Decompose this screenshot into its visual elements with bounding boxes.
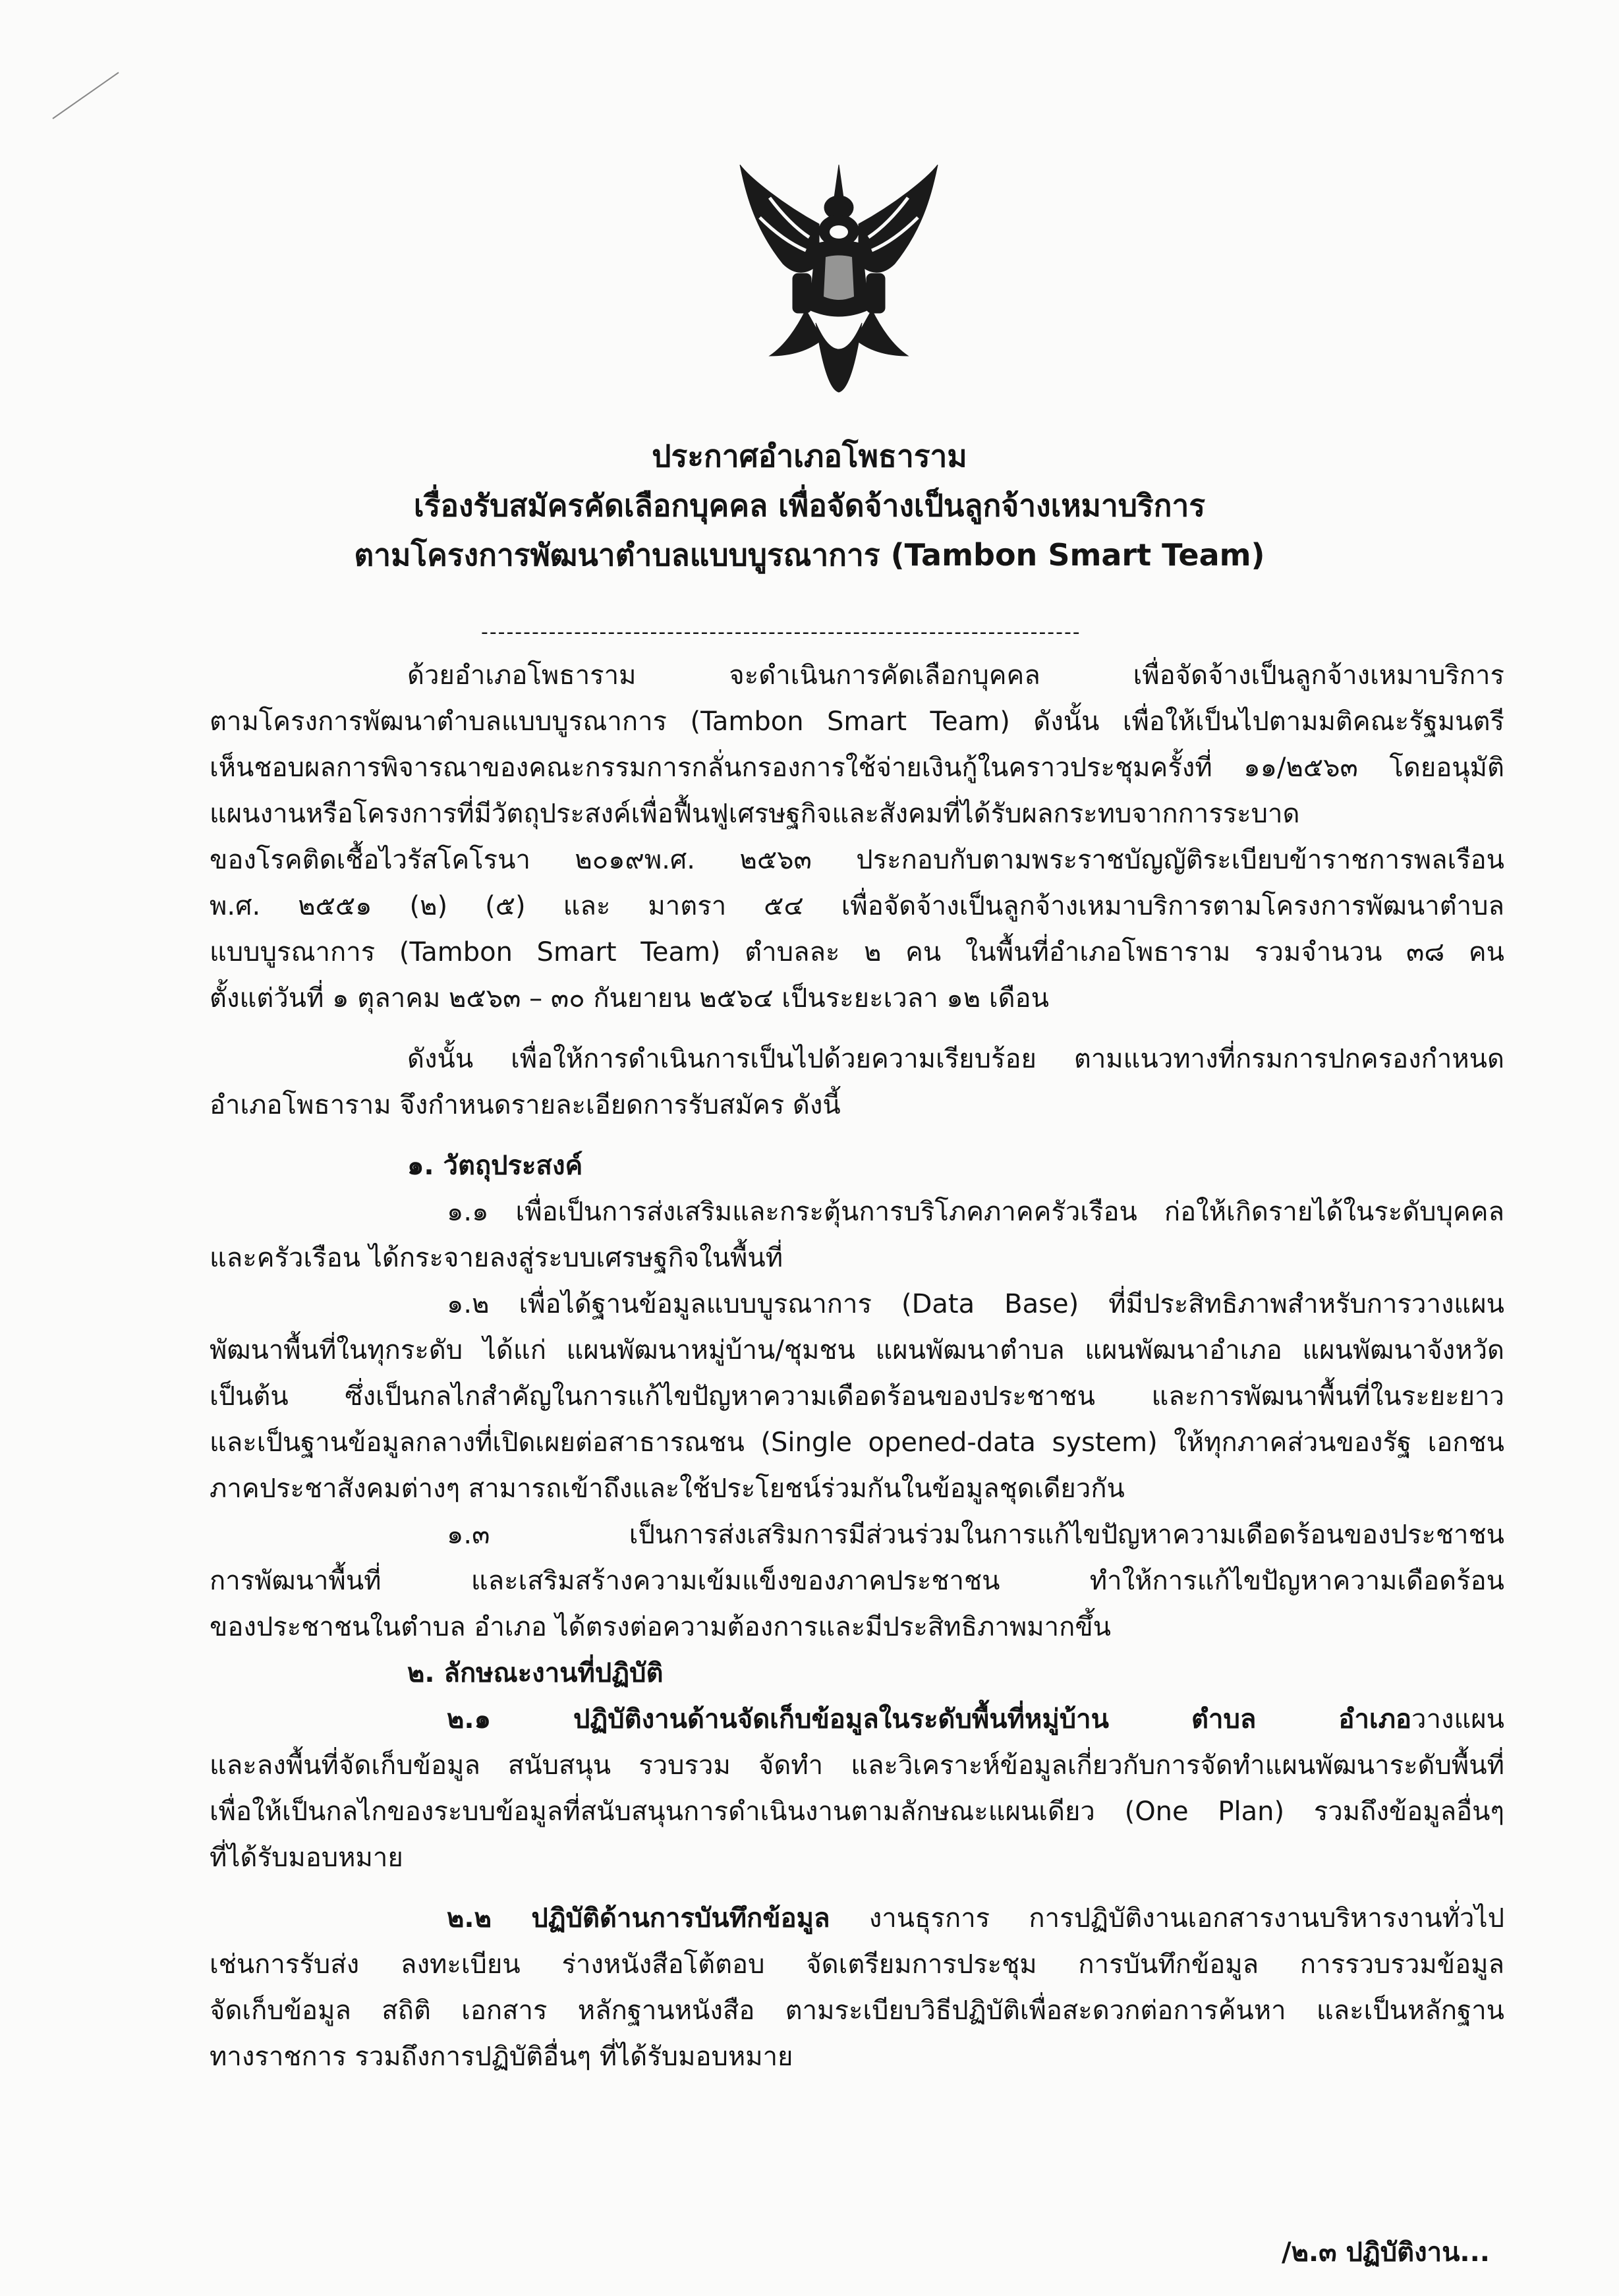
intro-line: ตั้งแต่วันที่ ๑ ตุลาคม ๒๕๖๓ – ๓๐ กันยายน ๒๕๖๔ เป็นระยะเวลา ๑๒ เดือน: [210, 983, 1049, 1014]
s2-2-line: จัดเก็บข้อมูล สถิติ เอกสาร หลักฐานหนังสือ ตามระเบียบวิธีปฏิบัติเพื่อสะดวกต่อการค้นหา และเป็นหลักฐาน: [210, 1995, 1504, 2026]
title-line-1: ประกาศอำเภอโพธาราม: [652, 438, 967, 474]
announcement-title: [0, 432, 1619, 580]
s1-3-line: ของประชาชนในตำบล อำเภอ ได้ตรงต่อความต้องการและมีประสิทธิภาพมากขึ้น: [210, 1612, 1112, 1642]
intro-line: ด้วยอำเภอโพธาราม จะดำเนินการคัดเลือกบุคคล เพื่อจัดจ้างเป็นลูกจ้างเหมาบริการ: [407, 660, 1504, 691]
s1-1-line: และครัวเรือน ได้กระจายลงสู่ระบบเศรษฐกิจในพื้นที่: [210, 1243, 783, 1273]
section-1-heading: ๑. วัตถุประสงค์: [407, 1151, 583, 1181]
s2-2-line: [210, 1895, 1504, 1941]
s2-1-lead: ๒.๑ ปฏิบัติงานด้านจัดเก็บข้อมูลในระดับพื้นที่หมู่บ้าน ตำบล อำเภอ: [447, 1704, 1411, 1735]
page-continuation: /๒.๓ ปฏิบัติงาน...: [1282, 2237, 1490, 2268]
s1-2-line: ๑.๒ เพื่อได้ฐานข้อมูลแบบบูรณาการ (Data Base) ที่มีประสิทธิภาพสำหรับการวางแผน: [447, 1289, 1504, 1319]
s1-1-line: ๑.๑ เพื่อเป็นการส่งเสริมและกระตุ้นการบริโภคภาคครัวเรือน ก่อให้เกิดรายได้ในระดับบุคคล: [447, 1197, 1504, 1227]
title-line-3: ตามโครงการพัฒนาตำบลแบบบูรณาการ (Tambon Smart Team): [354, 537, 1265, 573]
s2-1-line: เพื่อให้เป็นกลไกของระบบข้อมูลที่สนับสนุนการดำเนินงานตามลักษณะแผนเดียว (One Plan) รวมถึงข้อมูลอื่นๆ: [210, 1796, 1504, 1827]
s1-2-line: เป็นต้น ซึ่งเป็นกลไกสำคัญในการแก้ไขปัญหาความเดือดร้อนของประชาชน และการพัฒนาพื้นที่ในระยะยาว: [210, 1381, 1504, 1412]
s1-2-line: และเป็นฐานข้อมูลกลางที่เปิดเผยต่อสาธารณชน (Single opened-data system) ให้ทุกภาคส่วนของรัฐ เอกชน: [210, 1427, 1504, 1458]
section-2-heading: ๒. ลักษณะงานที่ปฏิบัติ: [407, 1658, 664, 1688]
s2-1-line: [210, 1696, 1504, 1742]
therefore-line: ดังนั้น เพื่อให้การดำเนินการเป็นไปด้วยความเรียบร้อย ตามแนวทางที่กรมการปกครองกำหนด: [407, 1044, 1504, 1074]
document-body: [210, 652, 1504, 2080]
s1-2-line: พัฒนาพื้นที่ในทุกระดับ ได้แก่ แผนพัฒนาหมู่บ้าน/ชุมชน แผนพัฒนาตำบล แผนพัฒนาอำเภอ แผนพัฒนาจังหวัด: [210, 1335, 1504, 1365]
title-line-2: เรื่องรับสมัครคัดเลือกบุคคล เพื่อจัดจ้างเป็นลูกจ้างเหมาบริการ: [413, 488, 1206, 523]
s1-3-line: การพัฒนาพื้นที่ และเสริมสร้างความเข้มแข็งของภาคประชาชน ทำให้การแก้ไขปัญหาความเดือดร้อน: [210, 1566, 1504, 1596]
intro-line: เห็นชอบผลการพิจารณาของคณะกรรมการกลั่นกรองการใช้จ่ายเงินกู้ในคราวประชุมครั้งที่ ๑๑/๒๕๖๓ โดยอนุมัติ: [210, 753, 1504, 783]
intro-line: ตามโครงการพัฒนาตำบลแบบบูรณาการ (Tambon Smart Team) ดังนั้น เพื่อให้เป็นไปตามมติคณะรัฐมนตรี: [210, 706, 1504, 737]
intro-line: พ.ศ. ๒๕๕๑ (๒) (๕) และ มาตรา ๕๔ เพื่อจัดจ้างเป็นลูกจ้างเหมาบริการตามโครงการพัฒนาตำบล: [210, 891, 1504, 921]
intro-line: แผนงานหรือโครงการที่มีวัตถุประสงค์เพื่อฟื้นฟูเศรษฐกิจและสังคมที่ได้รับผลกระทบจากการระบาด: [210, 799, 1300, 829]
garuda-emblem-icon: [730, 158, 948, 395]
s1-3-line: ๑.๓ เป็นการส่งเสริมการมีส่วนร่วมในการแก้ไขปัญหาความเดือดร้อนของประชาชน: [447, 1520, 1504, 1550]
s2-2-lead-tail: งานธุรการ การปฏิบัติงานเอกสารงานบริหารงานทั่วไป: [830, 1903, 1504, 1934]
intro-line: ของโรคติดเชื้อไวรัสโคโรนา ๒๐๑๙พ.ศ. ๒๕๖๓ ประกอบกับตามพระราชบัญญัติระเบียบข้าราชการพลเรือน: [210, 845, 1504, 875]
scan-mark: [46, 66, 125, 125]
s2-2-line: เช่นการรับส่ง ลงทะเบียน ร่างหนังสือโต้ตอบ จัดเตรียมการประชุม การบันทึกข้อมูล การรวบรวมข้อมูล: [210, 1949, 1504, 1980]
s2-1-line: ที่ได้รับมอบหมาย: [210, 1843, 403, 1873]
intro-line: แบบบูรณาการ (Tambon Smart Team) ตำบลละ ๒ คน ในพื้นที่อำเภอโพธาราม รวมจำนวน ๓๘ คน: [210, 937, 1504, 967]
s2-1-line: และลงพื้นที่จัดเก็บข้อมูล สนับสนุน รวบรวม จัดทำ และวิเคราะห์ข้อมูลเกี่ยวกับการจัดทำแผนพัฒนาระดับพื้นที่: [210, 1750, 1504, 1781]
therefore-line: อำเภอโพธาราม จึงกำหนดรายละเอียดการรับสมัคร ดังนี้: [210, 1090, 841, 1120]
s2-2-line: ทางราชการ รวมถึงการปฏิบัติอื่นๆ ที่ได้รับมอบหมาย: [210, 2042, 793, 2072]
s1-2-line: ภาคประชาสังคมต่างๆ สามารถเข้าถึงและใช้ประโยชน์ร่วมกันในข้อมูลชุดเดียวกัน: [210, 1474, 1125, 1504]
s2-1-lead-tail: วางแผน: [1411, 1704, 1504, 1735]
s2-2-lead: ๒.๒ ปฏิบัติด้านการบันทึกข้อมูล: [447, 1903, 830, 1934]
title-separator: -----------------------------------------------------------------------: [481, 626, 1081, 639]
